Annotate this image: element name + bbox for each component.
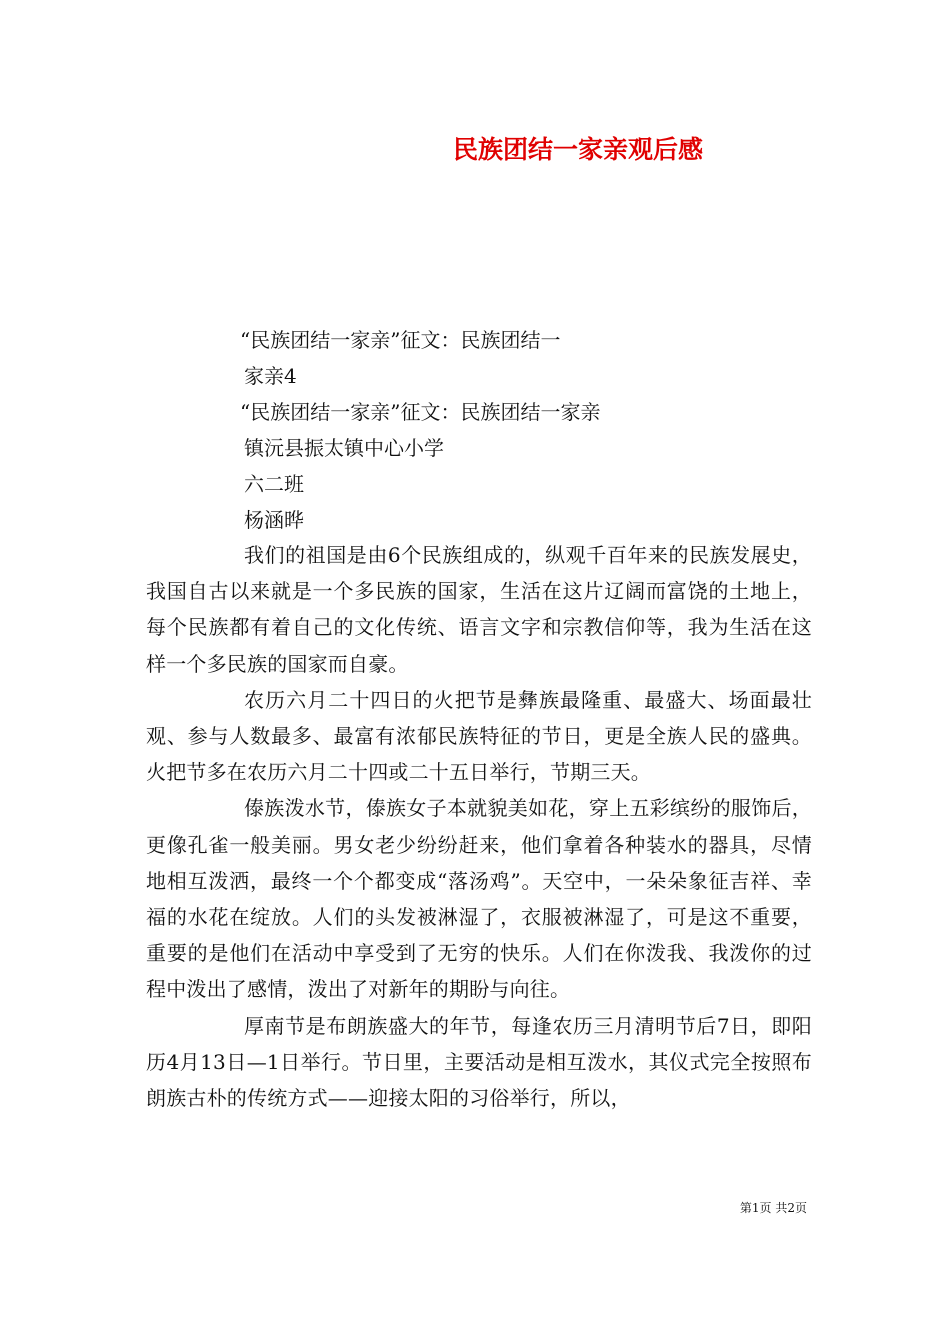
author-name: 杨涵晔 [244,508,304,532]
paragraph: 我们的祖国是由6个民族组成的，纵观千百年来的民族发展史，我国自古以来就是一个多民族的国家，生活在这片辽阔而富饶的土地上，每个民族都有着自己的文化传统、语言文字和宗教信仰等，我为生活在这样一个多民族的国家而自豪。 [146,543,812,676]
paragraph: 厚南节是布朗族盛大的年节，每逢农历三月清明节后7日，即阳历4月13日—1日举行。节日里，主要活动是相互泼水，其仪式完全按照布朗族古朴的传统方式——迎接太阳的习俗举行，所以， [146,1013,812,1111]
paragraph: 傣族泼水节，傣族女子本就貌美如花，穿上五彩缤纷的服饰后，更像孔雀一般美丽。男女老少纷纷赶来，他们拿着各种装水的器具，尽情地相互泼洒，最终一个个都变成“落汤鸡”。天空中，一朵朵象征吉祥、幸福的水花在绽放。人们的头发被淋湿了，衣服被淋湿了，可是这不重要，重要的是他们在活动中享受到了无穷的快乐。人们在你泼我、我泼你的过程中泼出了感情，泼出了对新年的期盼与向往。 [146,796,812,1002]
header-line: “民族团结一家亲”征文：民族团结一家亲 [240,400,601,424]
page-number-footer: 第1页 共2页 [739,1201,807,1215]
class-name: 六二班 [244,472,304,496]
body-text [146,537,812,1116]
school-name: 镇沅县振太镇中心小学 [244,436,444,460]
paragraph: 农历六月二十四日的火把节是彝族最隆重、最盛大、场面最壮观、参与人数最多、最富有浓郁民族特征的节日，更是全族人民的盛典。火把节多在农历六月二十四或二十五日举行，节期三天。 [146,687,812,785]
header-line: “民族团结一家亲”征文：民族团结一 [240,328,561,352]
header-line: 家亲4 [244,364,297,388]
header-block [240,322,844,538]
document-title: 民族团结一家亲观后感 [452,135,703,164]
